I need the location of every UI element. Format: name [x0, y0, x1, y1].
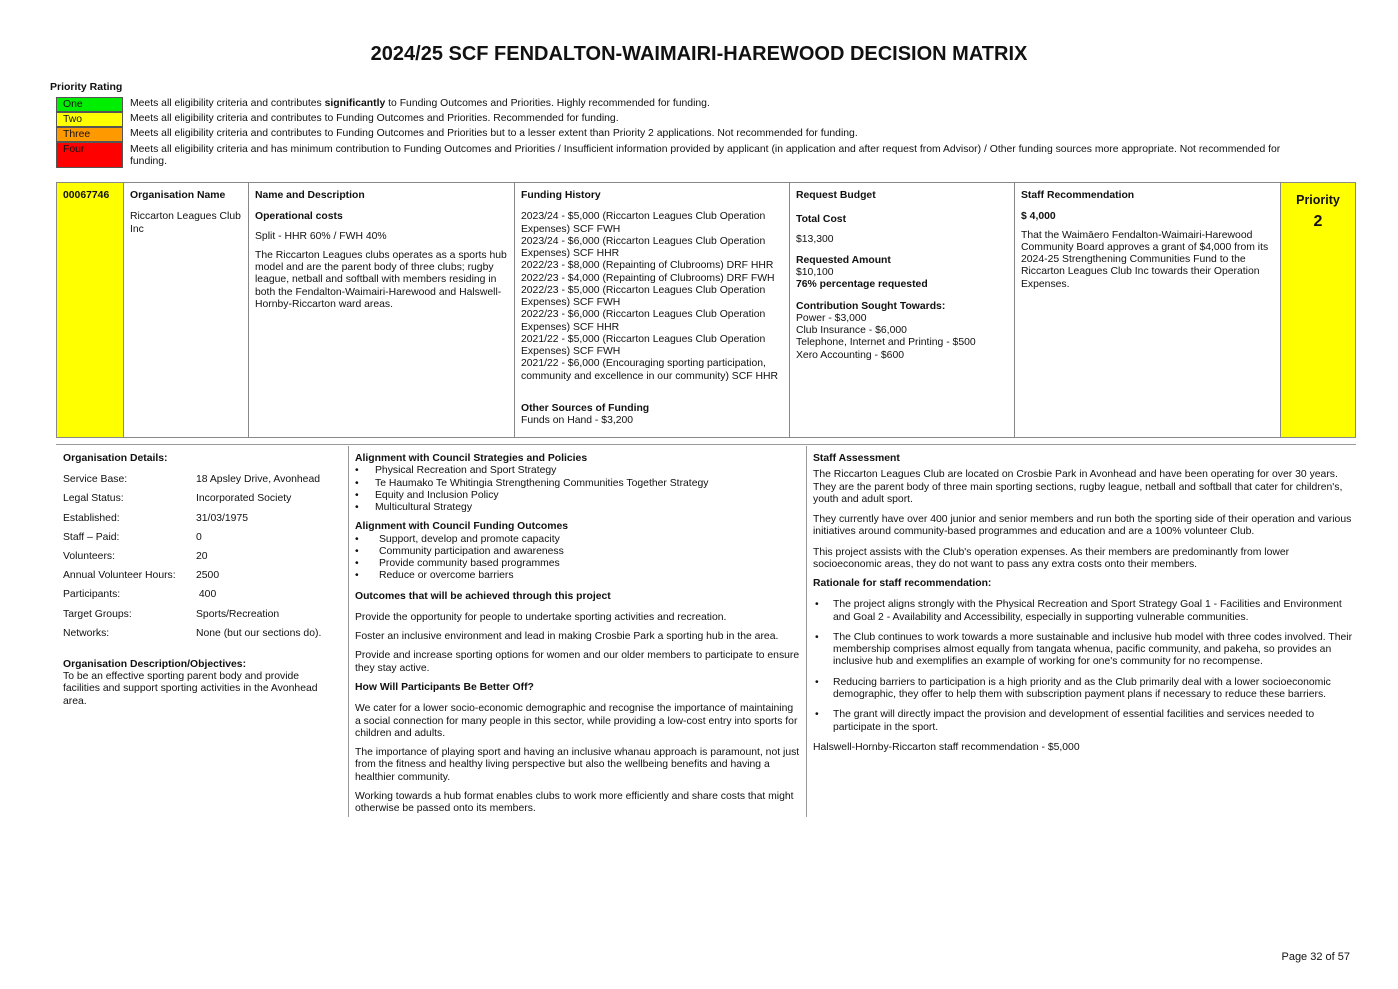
decision-matrix-row	[56, 182, 1356, 438]
org-detail-row	[63, 532, 343, 551]
org-detail-value: 31/03/1975	[196, 512, 249, 524]
funding-history-header: Funding History	[521, 190, 601, 201]
list-item: • The Club continues to work towards a more sustainable and inclusive hub model with three codes involved. Their membership comprises almost equally from tangata whenua, pacific community, and pakeha, so provides an inclusive hub and exemplifies an example of working for one's community for no recompense.	[813, 632, 1353, 669]
list-item: • Reducing barriers to participation is a high priority and as the Club primarily deal with a lower socioeconomic demographic, they offer to help them with subscription payment plans if necessary to reduce these barriers.	[813, 677, 1353, 702]
better-off-paragraph: Working towards a hub format enables clubs to work more efficiently and share costs that might otherwise be passed onto its members.	[355, 790, 794, 815]
request-budget-header: Request Budget	[796, 190, 876, 201]
priority-rating-desc: Meets all eligibility criteria and contributes to Funding Outcomes and Priorities. Recommended for funding.	[130, 113, 619, 124]
list-item: • Support, develop and promote capacity	[355, 534, 800, 546]
org-detail-value: 0	[196, 531, 202, 543]
org-details-heading: Organisation Details:	[63, 453, 168, 464]
total-cost-value: $13,300	[796, 233, 834, 245]
org-detail-row	[63, 570, 343, 589]
contribution-item: Power - $3,000	[796, 312, 867, 324]
name-description-cell	[249, 183, 515, 437]
org-detail-row	[63, 589, 343, 608]
list-item: • Multicultural Strategy	[355, 502, 800, 514]
priority-cell	[1281, 183, 1355, 437]
org-detail-value: Sports/Recreation	[196, 608, 280, 620]
staff-recommendation-header: Staff Recommendation	[1021, 190, 1135, 201]
other-ward-recommendation: Halswell-Hornby-Riccarton staff recommendation - $5,000	[813, 741, 1080, 753]
requested-amount-label: Requested Amount	[796, 254, 891, 266]
priority-header: Priority	[1296, 193, 1340, 207]
priority-rating-desc: Meets all eligibility criteria and contributes significantly to Funding Outcomes and Priorities. Highly recommended for funding.	[130, 98, 710, 109]
priority-rating-heading: Priority Rating	[50, 81, 123, 93]
org-detail-value: 18 Apsley Drive, Avonhead	[196, 474, 321, 486]
rationale-list	[813, 599, 1353, 733]
org-detail-row	[63, 551, 343, 570]
funding-history-cell	[515, 183, 790, 437]
funding-history-list	[521, 211, 783, 383]
org-detail-row	[63, 493, 343, 512]
funding-history-item: 2023/24 - $5,000 (Riccarton Leagues Club Operation Expenses) SCF FWH	[521, 211, 766, 235]
org-detail-label: Networks:	[63, 627, 110, 639]
total-cost-label: Total Cost	[796, 214, 847, 226]
funding-outcomes-list	[355, 534, 800, 583]
org-detail-label: Participants:	[63, 589, 121, 601]
funding-history-item: 2023/24 - $6,000 (Riccarton Leagues Club Operation Expenses) SCF HHR	[521, 235, 766, 260]
other-sources-value: Funds on Hand - $3,200	[521, 415, 634, 427]
percentage-requested: 76% percentage requested	[796, 279, 928, 291]
column-divider	[806, 446, 807, 817]
org-detail-value: Incorporated Society	[196, 493, 292, 505]
column-divider	[348, 446, 349, 817]
list-item: • Equity and Inclusion Policy	[355, 490, 800, 502]
application-id: 00067746	[63, 190, 110, 201]
better-off-paragraph: The importance of playing sport and having an inclusive whanau approach is paramount, not just from the fitness and healthy living perspective but also the wellbeing benefits and having a healthier community.	[355, 747, 800, 783]
staff-assessment-heading: Staff Assessment	[813, 453, 900, 464]
org-name-cell	[124, 183, 249, 437]
org-detail-label: Target Groups:	[63, 608, 132, 620]
funding-history-item: 2021/22 - $6,000 (Encouraging sporting participation, community and excellence in our community) SCF HHR	[521, 358, 778, 382]
priority-rating-desc: Meets all eligibility criteria and has minimum contribution to Funding Outcomes and Priorities / Insufficient information provided by applicant (in application and after request from Advisor) / Other funding sources more appropriate. Not recommended for funding.	[130, 144, 1281, 168]
project-description: The Riccarton Leagues clubs operates as a sports hub model and are the parent body of three clubs; rugby league, netball and softball with members residing in both the Fendalton-Waimairi-Harewood and Halswell-Hornby-Riccarton ward areas.	[255, 249, 507, 310]
org-detail-row	[63, 513, 343, 532]
org-detail-value: 2500	[196, 570, 220, 582]
org-detail-value: 20	[196, 551, 208, 563]
section-divider	[56, 444, 1356, 445]
priority-rating-desc: Meets all eligibility criteria and contributes to Funding Outcomes and Priorities but to a lesser extent than Priority 2 applications. Not recommended for funding.	[130, 128, 858, 139]
staff-recommendation-cell	[1015, 183, 1281, 437]
org-detail-label: Established:	[63, 512, 120, 524]
list-item: • Community participation and awareness	[355, 546, 800, 558]
contribution-item: Club Insurance - $6,000	[796, 325, 907, 337]
better-off-heading: How Will Participants Be Better Off?	[355, 681, 534, 693]
contribution-label: Contribution Sought Towards:	[796, 300, 946, 312]
priority-swatch-one: One	[56, 97, 123, 112]
funding-history-item: 2022/23 - $8,000 (Repainting of Clubrooms) DRF HHR	[521, 260, 774, 272]
org-detail-value: 400	[196, 589, 217, 601]
name-description-header: Name and Description	[255, 190, 365, 201]
requested-amount-value: $10,100	[796, 267, 834, 279]
achieved-outcomes-heading: Outcomes that will be achieved through this project	[355, 590, 611, 602]
funding-split: Split - HHR 60% / FWH 40%	[255, 230, 387, 242]
org-details-section	[63, 453, 343, 708]
org-detail-label: Legal Status:	[63, 493, 124, 505]
funding-history-item: 2021/22 - $5,000 (Riccarton Leagues Club Operation Expenses) SCF FWH	[521, 333, 766, 358]
staff-assessment-paragraph: They currently have over 400 junior and senior members and run both the sporting side of their operation and various initiatives around community-based programmes and education and are a 100% volunteer Club.	[813, 514, 1352, 538]
strategies-list	[355, 465, 800, 514]
contribution-item: Xero Accounting - $600	[796, 349, 905, 361]
priority-swatch-four: Four	[56, 142, 123, 168]
request-budget-cell	[790, 183, 1015, 437]
staff-recommendation-amount: $ 4,000	[1021, 211, 1056, 223]
list-item: • Te Haumako Te Whitingia Strengthening Communities Together Strategy	[355, 478, 800, 490]
org-name: Riccarton Leagues Club Inc	[130, 211, 241, 235]
org-detail-label: Volunteers:	[63, 551, 115, 563]
org-detail-label: Service Base:	[63, 474, 128, 486]
org-detail-label: Staff – Paid:	[63, 531, 120, 543]
application-id-cell	[57, 183, 124, 437]
rationale-heading: Rationale for staff recommendation:	[813, 578, 992, 590]
org-name-header: Organisation Name	[130, 190, 226, 201]
funding-history-item: 2022/23 - $4,000 (Repainting of Clubrooms) DRF FWH	[521, 272, 775, 284]
funding-outcomes-heading: Alignment with Council Funding Outcomes	[355, 521, 568, 533]
org-objectives-text: To be an effective sporting parent body and provide facilities and support sporting activities in the Avonhead area.	[63, 671, 318, 707]
staff-assessment-section	[813, 453, 1353, 754]
list-item: • The grant will directly impact the provision and development of essential facilities and services needed to participate in the sport.	[813, 709, 1353, 734]
strategies-heading: Alignment with Council Strategies and Policies	[355, 453, 588, 464]
funding-history-item: 2022/23 - $6,000 (Riccarton Leagues Club Operation Expenses) SCF HHR	[521, 309, 766, 333]
priority-value: 2	[1313, 212, 1323, 230]
org-detail-row	[63, 474, 343, 493]
list-item: • Reduce or overcome barriers	[355, 570, 800, 582]
achieved-outcome: Provide and increase sporting options for women and our older members to participate to ensure they stay active.	[355, 650, 800, 674]
project-name: Operational costs	[255, 211, 343, 223]
alignment-section	[355, 453, 800, 822]
priority-swatch-three: Three	[56, 127, 123, 142]
contribution-item: Telephone, Internet and Printing - $500	[796, 337, 976, 349]
achieved-outcome: Foster an inclusive environment and lead in making Crosbie Park a sporting hub in the area.	[355, 631, 779, 643]
other-sources-header: Other Sources of Funding	[521, 402, 650, 414]
org-detail-row	[63, 628, 343, 647]
better-off-paragraph: We cater for a lower socio-economic demographic and recognise the importance of maintaining a social connection for many people in this sector, while providing a low-cost entry into sports for children and adults.	[355, 703, 798, 739]
page-title: 2024/25 SCF FENDALTON-WAIMAIRI-HAREWOOD DECISION MATRIX	[370, 43, 1028, 65]
achieved-outcome: Provide the opportunity for people to undertake sporting activities and recreation.	[355, 611, 727, 623]
staff-assessment-paragraph: This project assists with the Club's operation expenses. As their members are predominantly from lower socioeconomic areas, they do not want to pass any extra costs onto their members.	[813, 546, 1290, 570]
list-item: • Provide community based programmes	[355, 558, 800, 570]
priority-swatch-two: Two	[56, 112, 123, 127]
page-number: Page 32 of 57	[1281, 951, 1350, 963]
org-detail-label: Annual Volunteer Hours:	[63, 570, 176, 582]
list-item: • The project aligns strongly with the Physical Recreation and Sport Strategy Goal 1 - Facilities and Environment and Goal 2 - Availability and Accessibility, especially in supporting vulnerable communities.	[813, 599, 1353, 624]
org-detail-value: None (but our sections do).	[196, 627, 322, 639]
list-item: • Physical Recreation and Sport Strategy	[355, 465, 800, 477]
staff-assessment-paragraph: The Riccarton Leagues Club are located on Crosbie Park in Avonhead and have been operating for over 30 years. They are the parent body of three main sporting sections, rugby league, netball and softball that cater for children's, youth and adult sport.	[813, 469, 1343, 505]
funding-history-item: 2022/23 - $5,000 (Riccarton Leagues Club Operation Expenses) SCF FWH	[521, 284, 766, 309]
staff-recommendation-text: That the Waimāero Fendalton-Waimairi-Harewood Community Board approves a grant of $4,000 from its 2024-25 Strengthening Communities Fund to the Riccarton Leagues Club Inc towards their Operation Expenses.	[1021, 229, 1269, 290]
org-objectives-heading: Organisation Description/Objectives:	[63, 658, 247, 670]
org-detail-row	[63, 609, 343, 628]
